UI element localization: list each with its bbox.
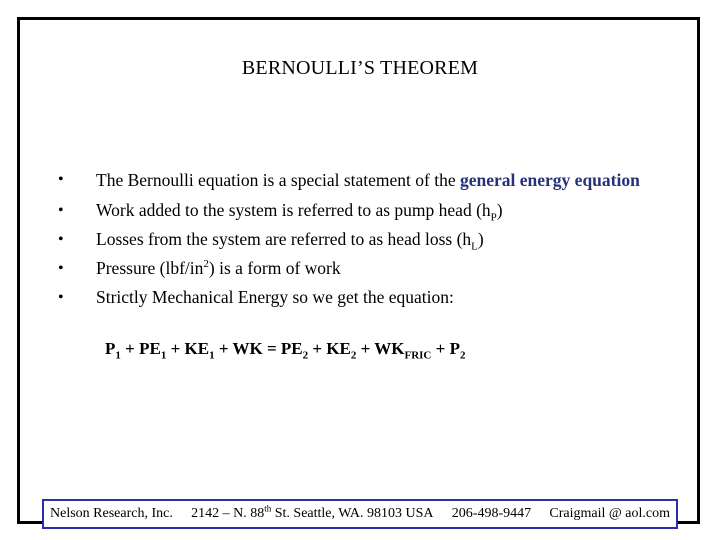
footer-company: Nelson Research, Inc. (50, 506, 173, 521)
bullet-item-pump-head (58, 196, 658, 225)
bullet-text: Strictly Mechanical Energy so we get the equation: (96, 287, 454, 307)
slide-title: BERNOULLI’S THEOREM (241, 57, 479, 79)
subscript: L (471, 240, 478, 253)
subscript: P (490, 211, 497, 224)
bullet-item-pressure (58, 254, 658, 283)
bullet-dot: • (58, 202, 64, 219)
bullet-text-end: ) is a form of work (208, 258, 341, 278)
bullet-item-bernoulli (58, 168, 658, 192)
bullet-item-head-loss (58, 225, 658, 254)
bullet-text: Work added to the system is referred to as pump head (h (96, 200, 491, 220)
bullet-dot: • (58, 171, 64, 188)
footer-bar (42, 499, 678, 529)
bullet-text: Pressure (lbf/in (96, 258, 204, 278)
footer-phone: 206-498-9447 (451, 506, 532, 521)
bullet-text: The Bernoulli equation is a special statement of the (96, 170, 460, 190)
bullet-text: Losses from the system are referred to as head loss (h (96, 229, 472, 249)
bullet-text-end: ) (477, 229, 484, 249)
bullet-dot: • (58, 260, 64, 277)
bullet-dot: • (58, 289, 64, 306)
highlight-text: general energy equation (460, 170, 640, 190)
footer-email: Craigmail @ aol.com (549, 506, 670, 521)
bullet-item-mechanical-energy (58, 283, 658, 312)
bullet-text-end: ) (496, 200, 503, 220)
bernoulli-equation: $P_1 + PE_1 + KE_1$ + WK = $PE_2 + KE_2 + WK_{FRIC} + P_2$ (105, 339, 466, 362)
footer-address: 2142 – N. 88th St. Seattle, WA. 98103 USA (191, 503, 434, 521)
bullet-dot: • (58, 231, 64, 248)
superscript: 2 (203, 258, 209, 271)
bullet-list (58, 168, 658, 312)
